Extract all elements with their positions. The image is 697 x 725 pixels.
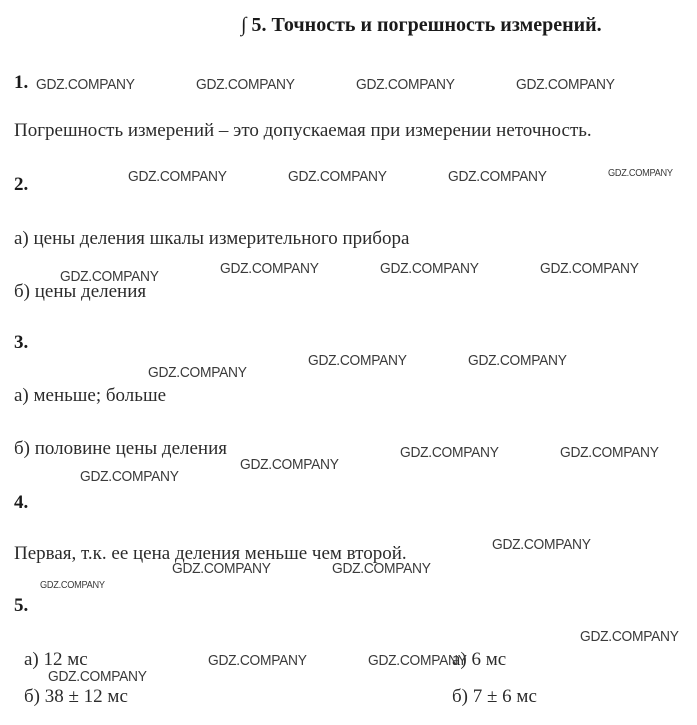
answer-3a: а) меньше; больше: [14, 385, 167, 406]
watermark: GDZ.COMPANY: [48, 668, 147, 685]
question-number-5: 5.: [14, 595, 29, 616]
answer-5b-left: б) 38 ± 12 мс: [24, 686, 128, 707]
watermark: GDZ.COMPANY: [288, 168, 387, 185]
answer-5a-left: а) 12 мс: [24, 649, 88, 670]
watermark: GDZ.COMPANY: [148, 364, 247, 381]
watermark: GDZ.COMPANY: [356, 76, 455, 93]
question-number-3: 3.: [14, 332, 29, 353]
watermark: GDZ.COMPANY: [560, 444, 659, 461]
question-number-4: 4.: [14, 492, 29, 513]
watermark: GDZ.COMPANY: [368, 652, 467, 669]
watermark: GDZ.COMPANY: [516, 76, 615, 93]
watermark: GDZ.COMPANY: [172, 560, 271, 577]
answer-3b: б) половине цены деления: [14, 438, 228, 459]
watermark: GDZ.COMPANY: [36, 76, 135, 93]
watermark: GDZ.COMPANY: [196, 76, 295, 93]
watermark: GDZ.COMPANY: [308, 352, 407, 369]
watermark: GDZ.COMPANY: [332, 560, 431, 577]
watermark: GDZ.COMPANY: [540, 260, 639, 277]
answer-2a: а) цены деления шкалы измерительного прибора: [14, 228, 410, 249]
watermark: GDZ.COMPANY: [380, 260, 479, 277]
watermark: GDZ.COMPANY: [400, 444, 499, 461]
watermark: GDZ.COMPANY: [80, 468, 179, 485]
watermark: GDZ.COMPANY: [220, 260, 319, 277]
answer-5a-right: а) 6 мс: [452, 649, 507, 670]
answer-1: Погрешность измерений – это допускаемая при измерении неточность.: [14, 120, 592, 141]
watermark: GDZ.COMPANY: [580, 628, 679, 645]
section-title: ∫ 5. Точность и погрешность измерений.: [241, 14, 602, 36]
answer-5b-right: б) 7 ± 6 мс: [452, 686, 537, 707]
watermark: GDZ.COMPANY: [492, 536, 591, 553]
watermark: GDZ.COMPANY: [208, 652, 307, 669]
question-number-2: 2.: [14, 174, 29, 195]
watermark: GDZ.COMPANY: [60, 268, 159, 285]
watermark: GDZ.COMPANY: [40, 580, 105, 591]
watermark: GDZ.COMPANY: [240, 456, 339, 473]
answer-4: Первая, т.к. ее цена деления меньше чем второй.: [14, 543, 407, 564]
answer-2b: б) цены деления: [14, 281, 147, 302]
question-number-1: 1.: [14, 72, 29, 93]
watermark: GDZ.COMPANY: [608, 168, 673, 179]
watermark: GDZ.COMPANY: [468, 352, 567, 369]
watermark: GDZ.COMPANY: [128, 168, 227, 185]
watermark: GDZ.COMPANY: [448, 168, 547, 185]
